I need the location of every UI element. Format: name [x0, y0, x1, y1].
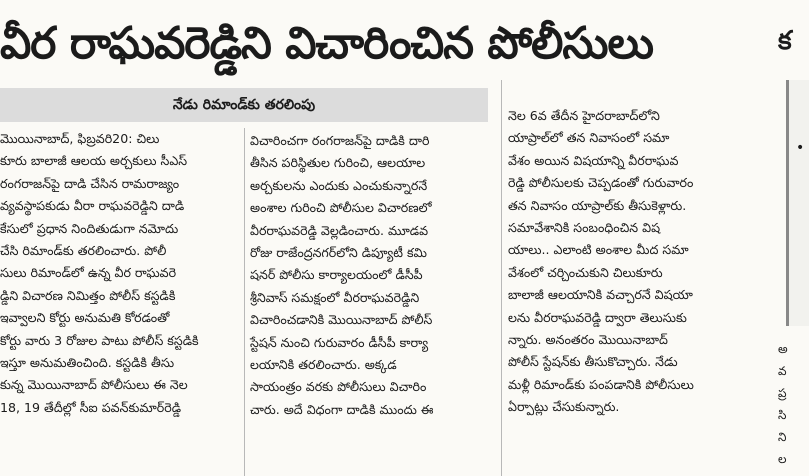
- bullet-icon: •: [796, 140, 805, 156]
- text-line: కూరు బాలాజీ ఆలయ అర్చకులు సీఎస్‌: [0, 153, 188, 169]
- article-column-1: [0, 128, 240, 419]
- adjacent-sidebar-box: [786, 80, 809, 326]
- text-line: విచారించగా రంగరాజన్‌పై దాడికి దారి: [250, 133, 430, 148]
- text-line: వీరరాఘవరెడ్డి వెల్లడించారు. మూడవ: [250, 222, 429, 238]
- adjacent-headline-fragment: క: [778, 26, 792, 56]
- text-line: లయానికి తరలించారు. అక్కడ: [250, 356, 397, 372]
- text-line: వేశంలో చర్చించుకుని చిలుకూరు: [508, 264, 663, 280]
- article-column-3: [508, 105, 758, 418]
- text-line: యాలు.. ఎలాంటి అంశాల మీద సమా: [508, 242, 689, 258]
- text-line: శ్రీనివాస్‌ సమక్షంలో వీరరాఘవరెడ్డిని: [250, 289, 420, 305]
- text-line: యాప్రాల్‌లో తన నివాసంలో సమా: [508, 130, 670, 146]
- text-line: ప్ర: [778, 386, 787, 400]
- text-line: స్టేషన్‌ నుంచి గురువారం డీసీపీ కార్యా: [250, 334, 429, 350]
- text-line: లను వీరరాఘవరెడ్డి ద్వారా తెలుసుకు: [508, 309, 687, 325]
- text-line: కేసులో ప్రధాన నిందితుడుగా నమోదు: [0, 220, 179, 236]
- text-line: అర్చకులను ఎందుకు ఎంచుకున్నారనే: [250, 177, 428, 193]
- text-line: అంశాల గురించి పోలీసుల విచారణలో: [250, 200, 432, 216]
- text-line: డ్డిని విచారణ నిమిత్తం పోలీస్‌ కస్టడికి: [0, 287, 176, 303]
- text-line: ఇవ్వాలని కోర్టు అనుమతి కోరడంతో: [0, 310, 170, 326]
- text-line: నెల 6వ తేదీన హైదరాబాద్‌లోని: [508, 108, 660, 123]
- text-line: సాయంత్రం వరకు పోలీసులు విచారిం: [250, 379, 427, 395]
- text-line: అ: [778, 342, 788, 356]
- text-line: వ: [778, 364, 787, 378]
- text-line: బాలాజీ ఆలయానికి వచ్చారనే విషయా: [508, 287, 693, 303]
- text-line: తీసిన పరిస్థితుల గురించి, ఆలయాల: [250, 155, 426, 171]
- text-line: ని: [778, 430, 787, 444]
- text-line: విచారించడానికి మొయినాబాద్‌ పోలీస్‌: [250, 312, 433, 328]
- adjacent-text-fragments: [778, 338, 800, 470]
- text-line: తన నివాసం యాప్రాల్‌కు తీసుకెళ్లారు.: [508, 197, 687, 213]
- text-line: చారు. అదే విధంగా దాడికి ముందు ఈ: [250, 401, 434, 417]
- text-line: వేశం అయిన విషయాన్ని వీరరాఘవ: [508, 152, 679, 168]
- text-line: రెడ్డి పోలీసులకు చెప్పడంతో గురువారం: [508, 175, 694, 191]
- text-line: రోజు రాజేంద్రనగర్‌లోని డిప్యూటీ కమి: [250, 244, 427, 260]
- text-line: ఇస్తూ అనుమతించింది. కస్టడికి తీసు: [0, 354, 175, 370]
- column-divider: [501, 80, 502, 476]
- text-line: రంగరాజన్‌పై దాడి చేసిన రామరాజ్యం: [0, 175, 180, 191]
- text-line: ఏర్పాట్లు చేసుకున్నారు.: [508, 399, 620, 415]
- text-line: షనర్‌ పోలీసు కార్యాలయంలో డీసీపీ: [250, 267, 423, 283]
- text-line: ల: [778, 452, 787, 466]
- text-line: వ్యవస్థాపకుడు వీరా రాఘవరెడ్డిని దాడి: [0, 198, 185, 214]
- text-line: మొయినాబాద్‌, ఫిబ్రవరి20: చిలు: [0, 131, 160, 146]
- column-divider: [244, 128, 245, 476]
- headline: వీర రాఘవరెడ్డిని విచారించిన పోలీసులు: [0, 18, 653, 69]
- text-line: కున్న మొయినాబాద్‌ పోలీసులు ఈ నెల: [0, 377, 188, 393]
- text-line: కోర్టు వారు 3 రోజుల పాటు పోలీస్‌ కస్టడికి: [0, 332, 199, 348]
- text-line: సి: [778, 408, 787, 422]
- text-line: పోలీస్‌ స్టేషన్‌కు తీసుకొచ్చారు. నేడు: [508, 354, 678, 370]
- text-line: సమావేశానికి సంబంధించిన విష: [508, 219, 661, 235]
- article-column-2: [250, 130, 495, 421]
- text-line: మళ్లీ రిమాండ్‌కు పంపడానికి పోలీసులు: [508, 376, 694, 392]
- text-line: సులు రిమాండ్‌లో ఉన్న వీర రాఘవరె: [0, 265, 177, 281]
- text-line: 18, 19 తేదీల్లో సీఐ పవన్‌కుమార్‌రెడ్డి: [0, 399, 182, 415]
- text-line: న్నారు. అనంతరం మొయినాబాద్‌: [508, 331, 668, 347]
- text-line: చేసి రిమాండ్‌కు తరలించారు. పోలీ: [0, 242, 167, 258]
- subheadline: నేడు రిమాండ్‌కు తరలింపు: [0, 88, 488, 122]
